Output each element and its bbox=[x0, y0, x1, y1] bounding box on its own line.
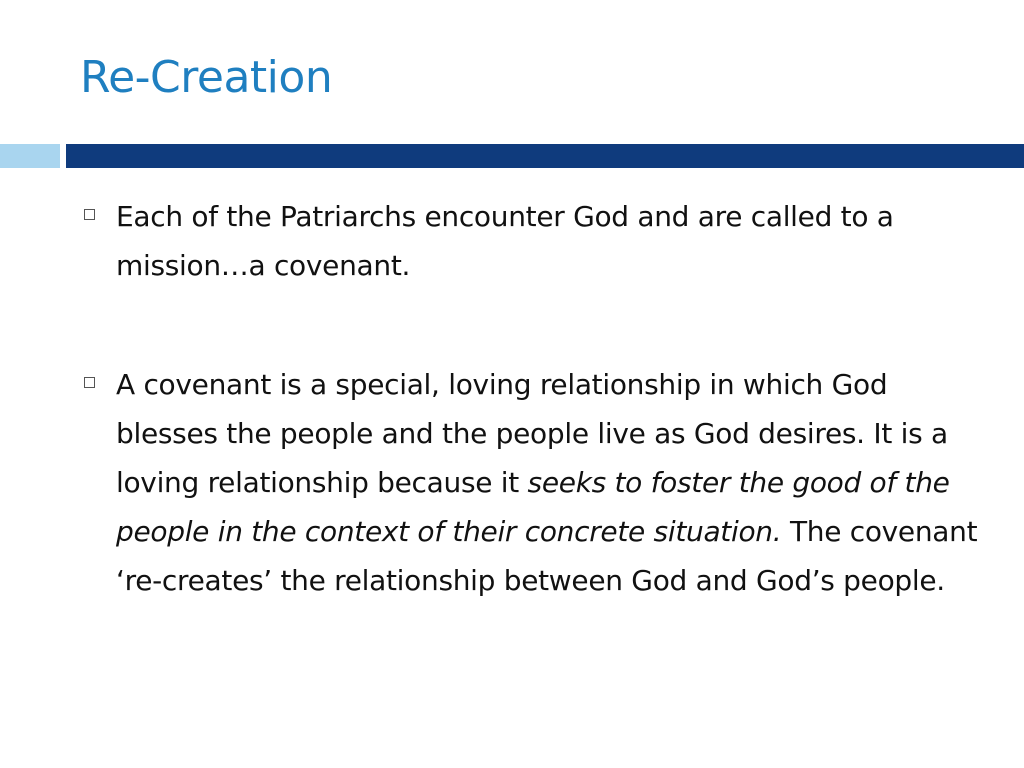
slide-title: Re-Creation bbox=[80, 52, 333, 103]
bullet-text: Each of the Patriarchs encounter God and are called to a mission…a covenant. bbox=[116, 200, 894, 282]
bullet-italic-text: seeks to foster the good of the people in the context of their concrete situation. bbox=[116, 466, 950, 548]
bullet-list bbox=[84, 192, 984, 605]
bullet-item-patriarchs bbox=[84, 192, 984, 290]
hollow-square-bullet-icon bbox=[84, 209, 95, 220]
bullet-item-covenant-definition bbox=[84, 360, 984, 605]
title-rule-light-segment bbox=[0, 144, 60, 168]
title-rule-dark-segment bbox=[66, 144, 1024, 168]
bullet-text-part: A covenant is a special, loving relationship in which God blesses the people and the people live as God desires. It is a loving relationship because it bbox=[116, 368, 948, 499]
bullet-text-part: The covenant ‘re-creates’ the relationship between God and God’s people. bbox=[116, 515, 978, 597]
hollow-square-bullet-icon bbox=[84, 377, 95, 388]
